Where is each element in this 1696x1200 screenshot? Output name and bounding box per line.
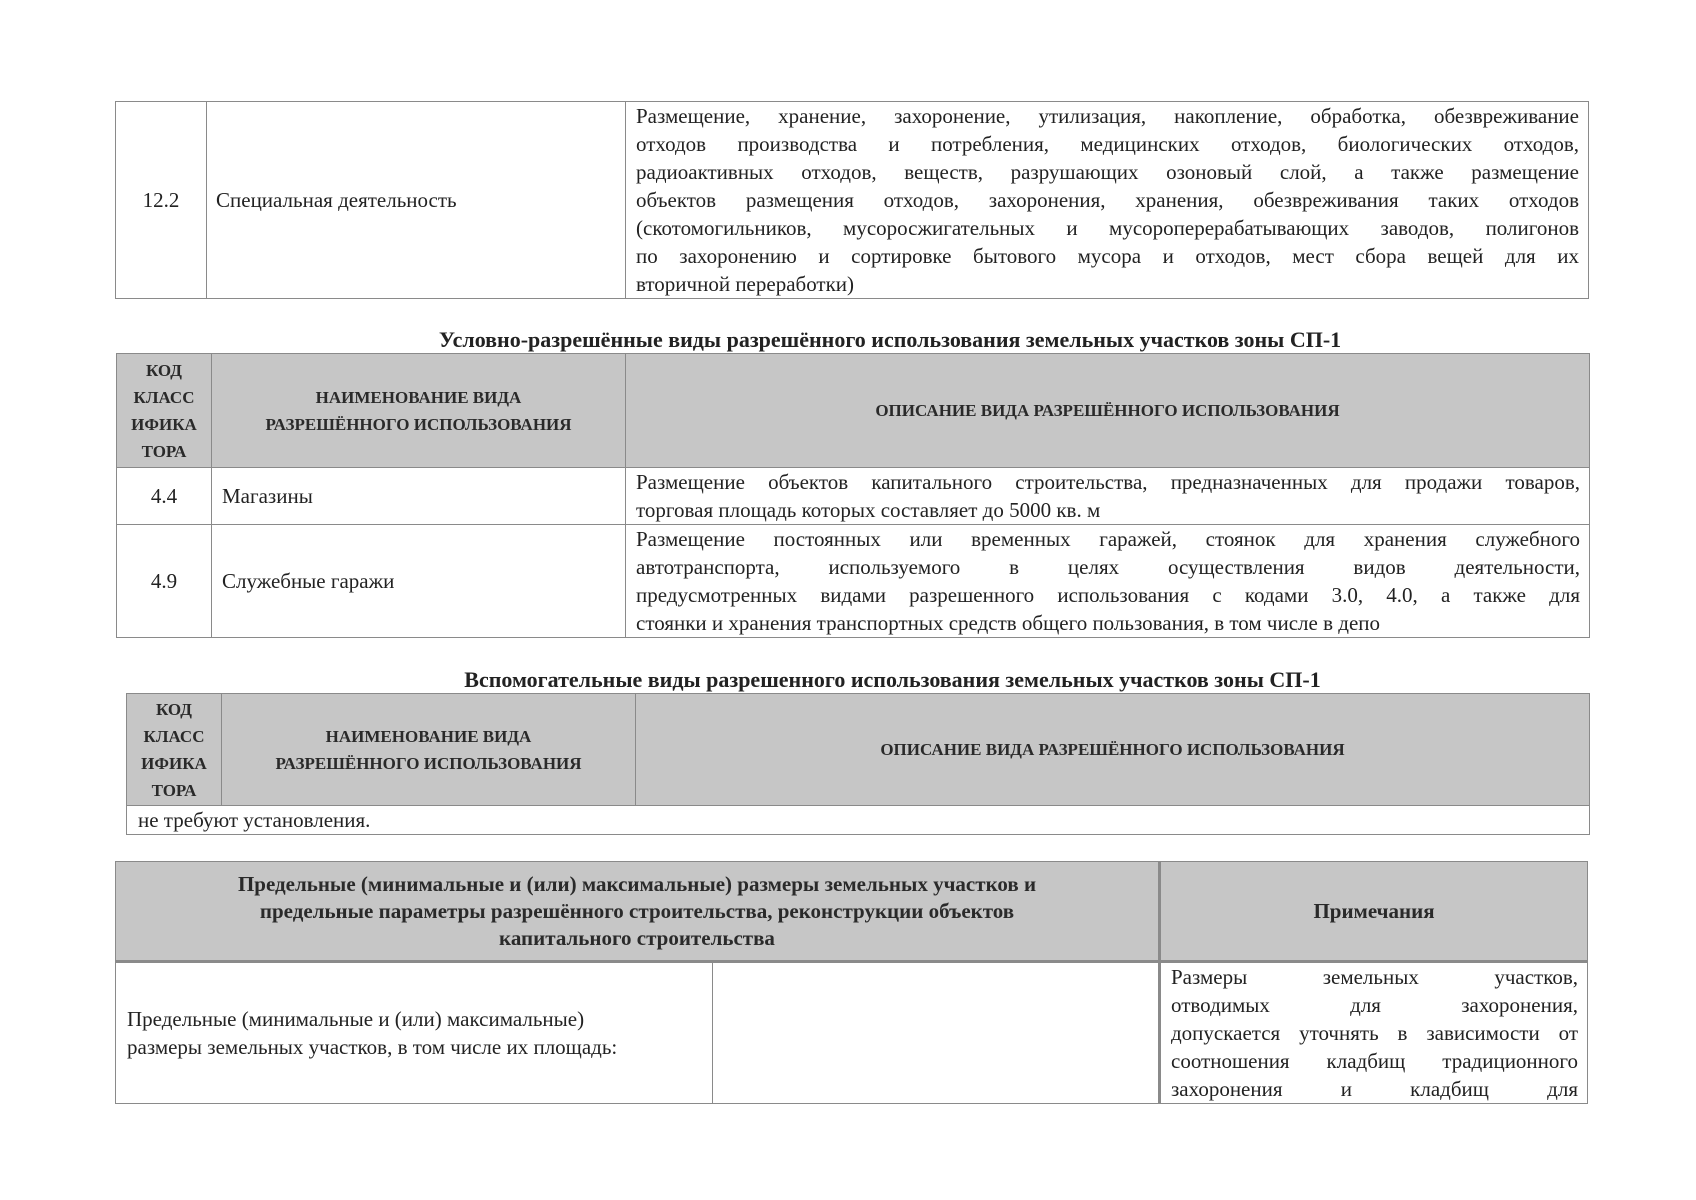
description-cell <box>626 525 1590 638</box>
desc-line: Размещение, хранение, захоронение, утилизация, накопление, обработка, обезвреживание <box>636 104 1579 128</box>
conditional-caption: Условно-разрешённые виды разрешённого использования земельных участков зоны СП-1 <box>438 327 1342 352</box>
header-line: ИФИКА <box>141 753 207 773</box>
header-line: НАИМЕНОВАНИЕ ВИДА <box>325 726 532 746</box>
table-row <box>127 806 1590 835</box>
desc-line: предусмотренных видами разрешенного использования с кодами 3.0, 4.0, а также для <box>636 583 1580 607</box>
header-line: капитального строительства <box>499 925 775 950</box>
desc-line: Размещение объектов капитального строительства, предназначенных для продажи товаров, <box>636 470 1580 494</box>
header-line: КЛАСС <box>133 387 195 407</box>
table-row <box>117 468 1590 525</box>
desc-line: объектов размещения отходов, захоронения, хранения, обезвреживания таких отходов <box>636 188 1579 212</box>
code-header <box>117 354 212 468</box>
auxiliary-caption: Вспомогательные виды разрешенного использования земельных участков зоны СП-1 <box>464 667 1321 692</box>
desc-line: Размещение постоянных или временных гаражей, стоянок для хранения служебного <box>636 527 1580 551</box>
limits-note-cell <box>1160 962 1588 1104</box>
desc-line: отходов производства и потребления, медицинских отходов, биологических отходов, <box>636 132 1579 156</box>
header-line: КЛАСС <box>143 726 205 746</box>
header-line: ТОРА <box>151 780 197 800</box>
description-cell <box>626 468 1590 525</box>
desc-line: радиоактивных отходов, веществ, разрушающих озоновый слой, а также размещение <box>636 160 1579 184</box>
limits-table <box>115 861 1588 1104</box>
header-line: КОД <box>146 360 182 380</box>
code-cell: 4.9 <box>117 525 212 638</box>
desc-line: (скотомогильников, мусоросжигательных и мусороперерабатывающих заводов, полигонов <box>636 216 1579 240</box>
code-header <box>127 694 222 806</box>
note-line: соотношения кладбищ традиционного <box>1171 1049 1578 1073</box>
code-cell: 4.4 <box>117 468 212 525</box>
description-cell <box>626 102 1589 299</box>
note-line: допускается уточнять в зависимости от <box>1171 1021 1578 1045</box>
note-line: Размеры земельных участков, <box>1171 965 1578 989</box>
header-line: Предельные (минимальные и (или) максимальные) размеры земельных участков и <box>237 871 1037 896</box>
desc-line: автотранспорта, используемого в целях осуществления видов деятельности, <box>636 555 1580 579</box>
desc-line: по захоронению и сортировке бытового мусора и отходов, мест сбора вещей для их <box>636 244 1579 268</box>
name-cell: Служебные гаражи <box>212 525 626 638</box>
desc-line: стоянки и хранения транспортных средств общего пользования, в том числе в депо <box>636 611 1381 635</box>
name-header <box>212 354 626 468</box>
limits-label-cell <box>116 962 713 1104</box>
table-header-row <box>116 862 1588 962</box>
top-table <box>115 101 1589 299</box>
name-cell: Специальная деятельность <box>207 102 626 299</box>
notes-header: Примечания <box>1160 862 1588 962</box>
header-line: РАЗРЕШЁННОГО ИСПОЛЬЗОВАНИЯ <box>275 753 582 773</box>
note-line: захоронения и кладбищ для <box>1171 1077 1578 1101</box>
header-line: ИФИКА <box>131 414 197 434</box>
header-line: РАЗРЕШЁННОГО ИСПОЛЬЗОВАНИЯ <box>265 414 572 434</box>
label-line: Предельные (минимальные и (или) максимальные) <box>127 1007 585 1031</box>
note-line: отводимых для захоронения, <box>1171 993 1578 1017</box>
description-header: ОПИСАНИЕ ВИДА РАЗРЕШЁННОГО ИСПОЛЬЗОВАНИЯ <box>636 694 1590 806</box>
name-header <box>222 694 636 806</box>
desc-line: торговая площадь которых составляет до 5000 кв. м <box>636 498 1101 522</box>
table-row <box>117 525 1590 638</box>
note-cell: не требуют установления. <box>127 806 1590 835</box>
limits-header <box>116 862 1160 962</box>
header-line: НАИМЕНОВАНИЕ ВИДА <box>315 387 522 407</box>
table-row <box>116 102 1589 299</box>
table-header-row <box>127 694 1590 806</box>
header-line: КОД <box>156 699 192 719</box>
table-row <box>116 962 1588 1104</box>
auxiliary-table <box>126 693 1590 835</box>
code-cell: 12.2 <box>116 102 207 299</box>
name-cell: Магазины <box>212 468 626 525</box>
desc-line: вторичной переработки) <box>636 272 855 296</box>
label-line: размеры земельных участков, в том числе их площадь: <box>127 1035 618 1059</box>
description-header: ОПИСАНИЕ ВИДА РАЗРЕШЁННОГО ИСПОЛЬЗОВАНИЯ <box>626 354 1590 468</box>
conditional-table <box>116 353 1590 638</box>
limits-value-cell <box>713 962 1160 1104</box>
header-line: ТОРА <box>141 441 187 461</box>
table-header-row <box>117 354 1590 468</box>
header-line: предельные параметры разрешённого строительства, реконструкции объектов <box>259 898 1015 923</box>
